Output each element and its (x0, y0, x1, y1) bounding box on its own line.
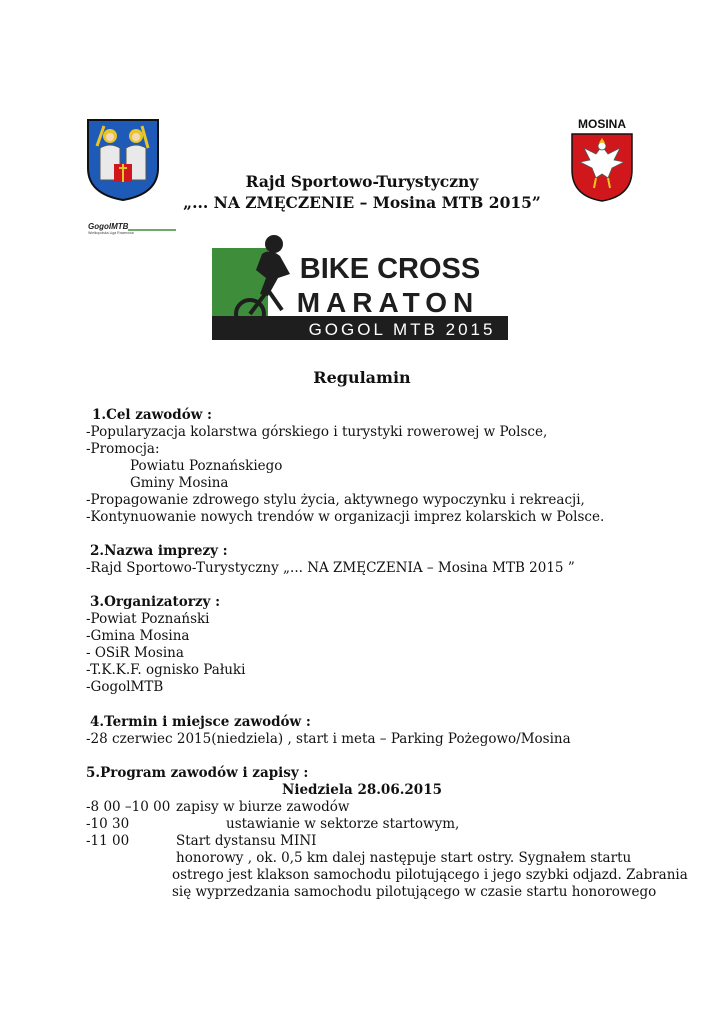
document-title-line-1: Rajd Sportowo-Turystyczny (245, 172, 479, 191)
program-time: -11 00 (86, 833, 130, 849)
section-1-line: -Promocja: (86, 441, 160, 457)
program-text: Start dystansu MINI (176, 833, 317, 849)
section-1-line: -Propagowanie zdrowego stylu życia, aktywnego wypoczynku i rekreacji, (86, 492, 585, 508)
regulamin-heading: Regulamin (313, 368, 411, 387)
program-time: -10 30 (86, 816, 130, 832)
section-3-line: - OSiR Mosina (86, 645, 184, 661)
section-1-line: -Popularyzacja kolarstwa górskiego i turystyki rowerowej w Polsce, (86, 424, 548, 440)
section-3-line: -Powiat Poznański (86, 611, 210, 627)
section-4-line: -28 czerwiec 2015(niedziela) , start i meta – Parking Pożegowo/Mosina (86, 731, 571, 747)
section-3-line: -Gmina Mosina (86, 628, 190, 644)
section-1-line: Powiatu Poznańskiego (130, 458, 283, 474)
program-text: zapisy w biurze zawodów (176, 799, 350, 815)
banner-line-1: BIKE CROSS (299, 253, 481, 285)
program-text: honorowy , ok. 0,5 km dalej następuje start ostry. Sygnałem startu (176, 850, 632, 866)
section-5-title: 5.Program zawodów i zapisy : (86, 765, 309, 781)
mosina-crest-label: MOSINA (578, 117, 626, 131)
document-title-line-2: „... NA ZMĘCZENIE – Mosina MTB 2015” (183, 193, 541, 212)
section-1-line: -Kontynuowanie nowych trendów w organizacji imprez kolarskich w Polsce. (86, 509, 605, 525)
program-time: -8 00 –10 00 (86, 799, 171, 815)
section-3-line: -T.K.K.F. ognisko Pałuki (86, 662, 246, 678)
section-3-line: -GogolMTB (86, 679, 164, 695)
gogolmtb-small-logo (86, 220, 178, 234)
section-3-title: 3.Organizatorzy : (90, 594, 221, 610)
bike-cross-maraton-banner (212, 234, 508, 340)
banner-line-2: MARATON (296, 287, 480, 318)
gogolmtb-logo-text: GogolMTB (88, 222, 129, 231)
banner-line-3: GOGOL MTB 2015 (308, 320, 496, 339)
program-text: ustawianie w sektorze startowym, (226, 816, 460, 832)
section-1-title: 1.Cel zawodów : (92, 407, 213, 423)
section-2-title: 2.Nazwa imprezy : (90, 543, 228, 559)
section-1-line: Gminy Mosina (130, 475, 229, 491)
section-2-line: -Rajd Sportowo-Turystyczny „... NA ZMĘCZENIA – Mosina MTB 2015 ” (86, 560, 575, 576)
program-text: ostrego jest klakson samochodu pilotującego i jego szybki odjazd. Zabrania (172, 867, 688, 883)
program-text: się wyprzedzania samochodu pilotującego w czasie startu honorowego (172, 884, 657, 900)
gogolmtb-logo-subtitle: Wielkopolska Liga Rowerowa (88, 231, 134, 235)
section-4-title: 4.Termin i miejsce zawodów : (90, 714, 311, 730)
program-day: Niedziela 28.06.2015 (281, 782, 442, 798)
